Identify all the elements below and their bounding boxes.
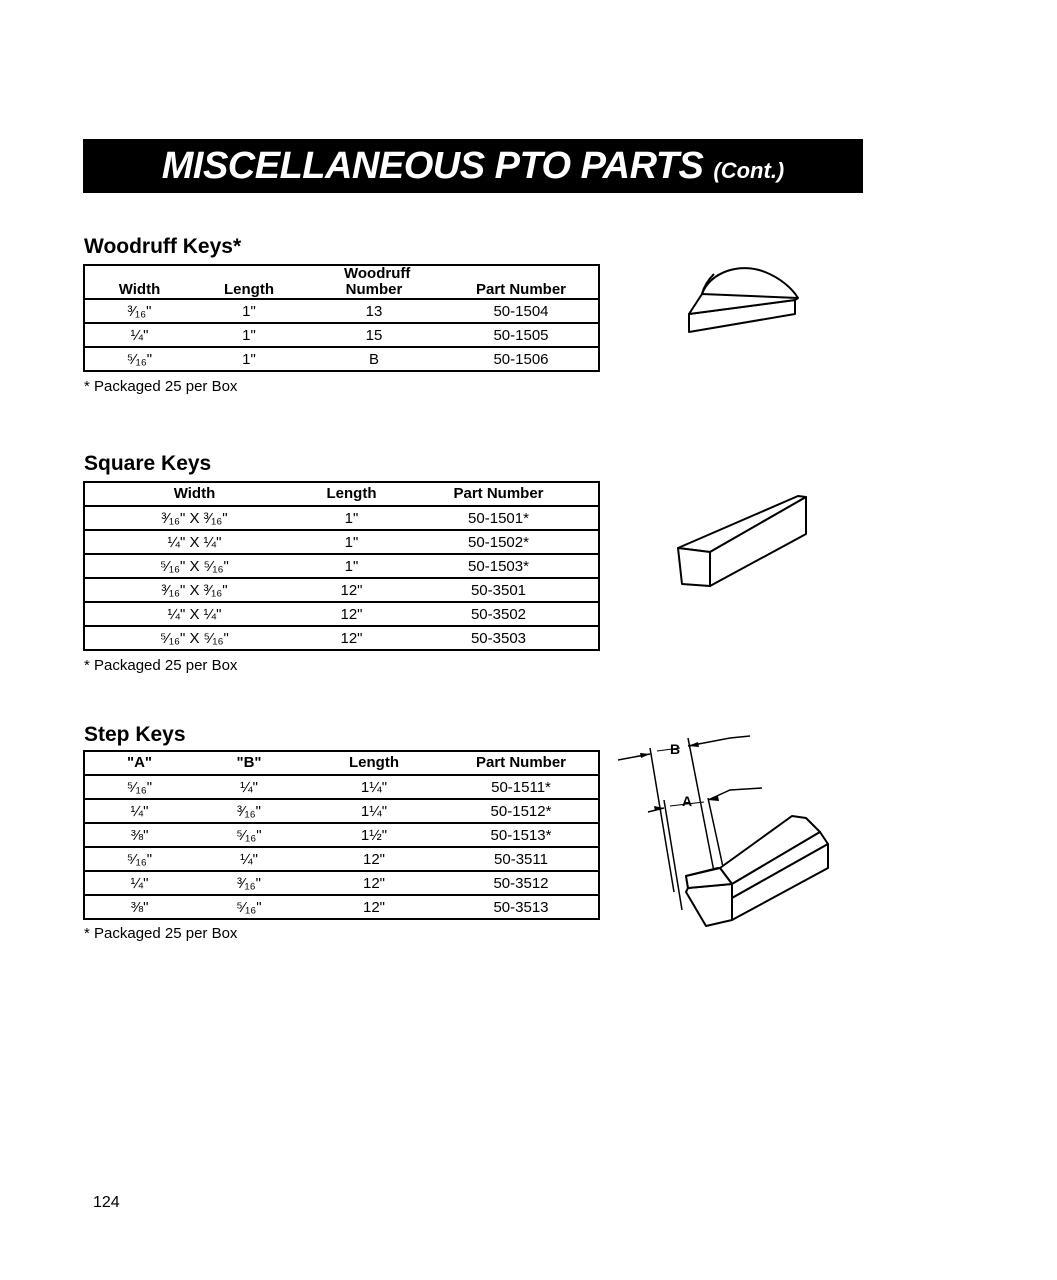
cell-part-number: 50-1503* xyxy=(399,554,599,578)
cell-part-number: 50-3503 xyxy=(399,626,599,650)
table-row xyxy=(84,626,599,650)
dimension-label-a: A xyxy=(682,793,693,809)
column-header-b: "B" xyxy=(236,754,262,771)
cell-length: 1" xyxy=(304,530,399,554)
table-row xyxy=(84,871,599,895)
cell-length: 1" xyxy=(194,323,304,347)
cell-width: ¼" xyxy=(84,323,194,347)
table-row xyxy=(84,823,599,847)
cell-length: 12" xyxy=(304,895,444,919)
table-row xyxy=(84,347,599,371)
cell-length: 1" xyxy=(194,299,304,323)
cell-b: ⁵⁄₁₆" xyxy=(194,823,304,847)
cell-b: ¼" xyxy=(194,775,304,799)
cell-b: ⁵⁄₁₆" xyxy=(194,895,304,919)
cell-width: ³⁄₁₆" X ³⁄₁₆" xyxy=(84,506,304,530)
table-row xyxy=(84,323,599,347)
square-key-illustration xyxy=(670,490,815,590)
column-header-width: Width xyxy=(173,485,216,502)
column-header-length: Length xyxy=(349,754,399,771)
cell-width: ¼" X ¼" xyxy=(84,602,304,626)
cell-b: ³⁄₁₆" xyxy=(194,799,304,823)
table-row xyxy=(84,799,599,823)
square-keys-heading: Square Keys xyxy=(84,452,212,475)
cell-part-number: 50-3511 xyxy=(444,847,599,871)
cell-part-number: 50-1513* xyxy=(444,823,599,847)
table-header-row xyxy=(84,265,599,299)
cell-woodruff-number: 13 xyxy=(304,299,444,323)
cell-a: ¼" xyxy=(84,799,194,823)
cell-length: 12" xyxy=(304,578,399,602)
cell-width: ⁵⁄₁₆" X ⁵⁄₁₆" xyxy=(84,554,304,578)
cell-part-number: 50-1502* xyxy=(399,530,599,554)
column-header-width: Width xyxy=(118,281,161,298)
cell-length: 1½" xyxy=(304,823,444,847)
step-footnote: * Packaged 25 per Box xyxy=(84,925,238,942)
cell-part-number: 50-3502 xyxy=(399,602,599,626)
column-header-part-number: Part Number xyxy=(475,754,567,771)
cell-length: 12" xyxy=(304,871,444,895)
cell-part-number: 50-3512 xyxy=(444,871,599,895)
cell-b: ³⁄₁₆" xyxy=(194,871,304,895)
cell-length: 12" xyxy=(304,602,399,626)
woodruff-keys-heading: Woodruff Keys* xyxy=(84,235,242,258)
table-row xyxy=(84,602,599,626)
cell-length: 1" xyxy=(304,554,399,578)
cell-a: ⁵⁄₁₆" xyxy=(84,847,194,871)
page-title-banner xyxy=(83,139,863,193)
cell-width: ¼" X ¼" xyxy=(84,530,304,554)
cell-a: ¼" xyxy=(84,871,194,895)
column-header-part-number: Part Number xyxy=(453,485,544,502)
cell-length: 12" xyxy=(304,847,444,871)
cell-length: 1" xyxy=(194,347,304,371)
table-row xyxy=(84,506,599,530)
cell-part-number: 50-1506 xyxy=(444,347,599,371)
cell-a: ⁵⁄₁₆" xyxy=(84,775,194,799)
cell-woodruff-number: 15 xyxy=(304,323,444,347)
page-title-cont: (Cont.) xyxy=(713,158,785,183)
cell-part-number: 50-3501 xyxy=(399,578,599,602)
cell-length: 1¼" xyxy=(304,799,444,823)
cell-part-number: 50-1501* xyxy=(399,506,599,530)
table-row xyxy=(84,299,599,323)
cell-length: 1¼" xyxy=(304,775,444,799)
column-header-length: Length xyxy=(224,281,274,298)
cell-part-number: 50-1504 xyxy=(444,299,599,323)
column-header-part-number: Part Number xyxy=(475,281,567,298)
column-header-woodruff-number: Woodruff Number xyxy=(344,265,411,298)
table-header-row xyxy=(84,751,599,775)
cell-a: ⅜" xyxy=(84,895,194,919)
step-key-illustration xyxy=(612,720,842,930)
cell-length: 1" xyxy=(304,506,399,530)
woodruff-keys-table xyxy=(83,264,600,372)
cell-part-number: 50-1505 xyxy=(444,323,599,347)
cell-woodruff-number: B xyxy=(304,347,444,371)
cell-part-number: 50-3513 xyxy=(444,895,599,919)
step-keys-heading: Step Keys xyxy=(84,723,186,746)
step-keys-table xyxy=(83,750,600,920)
table-row xyxy=(84,847,599,871)
column-header-length: Length xyxy=(326,485,377,502)
cell-width: ⁵⁄₁₆" X ⁵⁄₁₆" xyxy=(84,626,304,650)
woodruff-key-illustration xyxy=(680,262,810,342)
page-number: 124 xyxy=(93,1194,120,1211)
square-keys-table xyxy=(83,481,600,651)
table-header-row xyxy=(84,482,599,506)
cell-width: ⁵⁄₁₆" xyxy=(84,347,194,371)
table-row xyxy=(84,578,599,602)
table-row xyxy=(84,895,599,919)
cell-part-number: 50-1512* xyxy=(444,799,599,823)
cell-width: ³⁄₁₆" X ³⁄₁₆" xyxy=(84,578,304,602)
woodruff-footnote: * Packaged 25 per Box xyxy=(84,378,238,395)
table-row xyxy=(84,554,599,578)
square-footnote: * Packaged 25 per Box xyxy=(84,657,238,674)
cell-length: 12" xyxy=(304,626,399,650)
cell-a: ⅜" xyxy=(84,823,194,847)
cell-part-number: 50-1511* xyxy=(444,775,599,799)
dimension-label-b: B xyxy=(670,741,681,757)
table-row xyxy=(84,775,599,799)
table-row xyxy=(84,530,599,554)
page-title: MISCELLANEOUS PTO PARTS xyxy=(161,145,704,187)
cell-b: ¼" xyxy=(194,847,304,871)
column-header-a: "A" xyxy=(126,754,153,771)
cell-width: ³⁄₁₆" xyxy=(84,299,194,323)
